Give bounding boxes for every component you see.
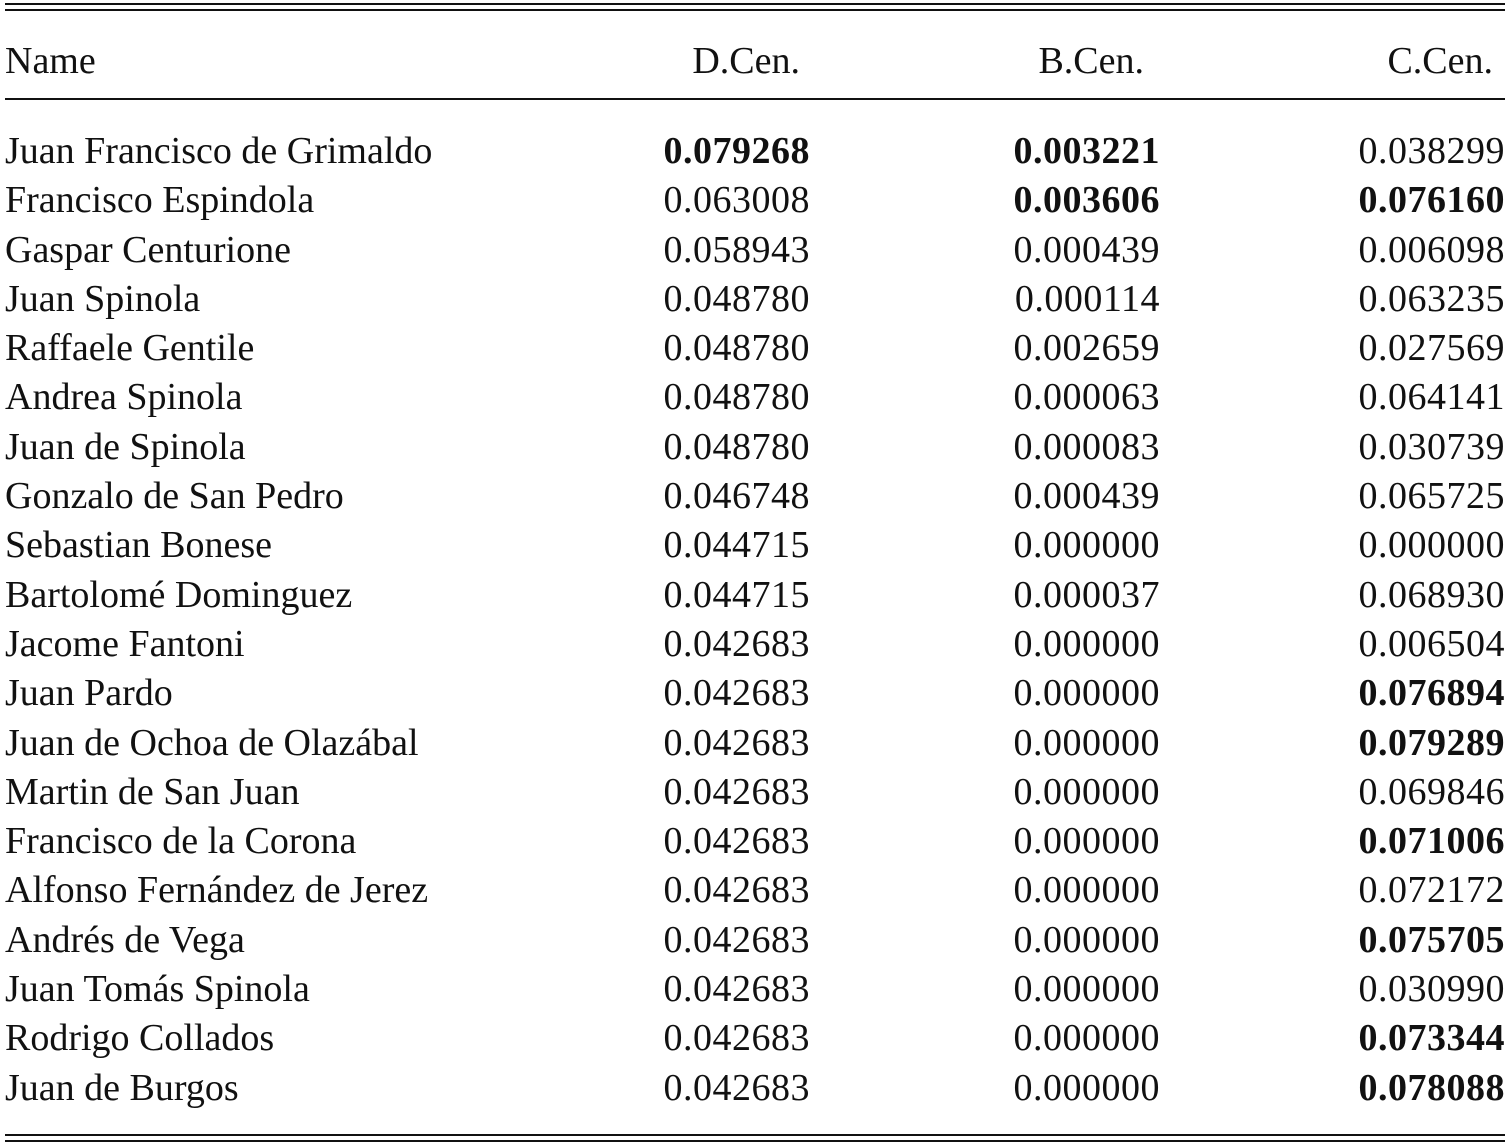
row-name: Juan Pardo [5, 672, 173, 715]
row-name: Andrés de Vega [5, 918, 245, 961]
top-double-rule [5, 3, 1505, 11]
row-closeness-centrality: 0.079289 [1358, 721, 1505, 764]
row-betweenness-centrality: 0.000000 [1013, 1066, 1160, 1109]
row-name: Gonzalo de San Pedro [5, 475, 344, 518]
table-row [5, 1065, 1505, 1114]
table-row [5, 276, 1505, 325]
row-degree-centrality: 0.048780 [663, 327, 810, 370]
row-name: Rodrigo Collados [5, 1017, 275, 1060]
row-name: Raffaele Gentile [5, 327, 255, 370]
row-degree-centrality: 0.042683 [663, 1017, 810, 1060]
row-degree-centrality: 0.048780 [663, 425, 810, 468]
row-closeness-centrality: 0.069846 [1358, 770, 1505, 813]
row-closeness-centrality: 0.030990 [1358, 968, 1505, 1011]
bottom-double-rule [5, 1134, 1505, 1142]
row-betweenness-centrality: 0.002659 [1013, 327, 1160, 370]
header-closeness-centrality: C.Cen. [1387, 40, 1493, 82]
row-betweenness-centrality: 0.000000 [1013, 820, 1160, 863]
table-row [5, 1015, 1505, 1064]
table-row [5, 128, 1505, 177]
row-closeness-centrality: 0.068930 [1358, 573, 1505, 616]
row-name: Juan Tomás Spinola [5, 968, 310, 1011]
row-closeness-centrality: 0.065725 [1358, 475, 1505, 518]
row-betweenness-centrality: 0.000000 [1013, 968, 1160, 1011]
table-row [5, 917, 1505, 966]
row-closeness-centrality: 0.027569 [1358, 327, 1505, 370]
row-degree-centrality: 0.046748 [663, 475, 810, 518]
row-betweenness-centrality: 0.000000 [1013, 721, 1160, 764]
row-name: Jacome Fantoni [5, 622, 245, 665]
row-degree-centrality: 0.042683 [663, 672, 810, 715]
table-header-row [5, 38, 1505, 84]
row-closeness-centrality: 0.076894 [1358, 672, 1505, 715]
row-name: Juan Spinola [5, 277, 201, 320]
row-closeness-centrality: 0.076160 [1358, 179, 1505, 222]
row-name: Sebastian Bonese [5, 524, 273, 567]
row-degree-centrality: 0.042683 [663, 968, 810, 1011]
row-name: Gaspar Centurione [5, 228, 291, 271]
row-name: Juan de Ochoa de Olazábal [5, 721, 419, 764]
row-name: Juan de Spinola [5, 425, 246, 468]
row-closeness-centrality: 0.006098 [1358, 228, 1505, 271]
row-closeness-centrality: 0.075705 [1358, 918, 1505, 961]
row-betweenness-centrality: 0.000037 [1013, 573, 1160, 616]
row-closeness-centrality: 0.072172 [1358, 869, 1505, 912]
header-name: Name [5, 40, 96, 82]
row-closeness-centrality: 0.000000 [1358, 524, 1505, 567]
table-row [5, 325, 1505, 374]
row-degree-centrality: 0.042683 [663, 721, 810, 764]
row-degree-centrality: 0.079268 [663, 130, 810, 172]
row-closeness-centrality: 0.064141 [1358, 376, 1505, 419]
table-row [5, 374, 1505, 423]
centrality-table [5, 0, 1505, 1145]
row-betweenness-centrality: 0.000000 [1013, 770, 1160, 813]
row-betweenness-centrality: 0.000439 [1013, 475, 1160, 518]
table-row [5, 769, 1505, 818]
row-closeness-centrality: 0.030739 [1358, 425, 1505, 468]
row-closeness-centrality: 0.038299 [1358, 130, 1505, 172]
row-degree-centrality: 0.042683 [663, 1066, 810, 1109]
row-name: Francisco de la Corona [5, 820, 357, 863]
row-closeness-centrality: 0.063235 [1358, 277, 1505, 320]
row-degree-centrality: 0.042683 [663, 622, 810, 665]
row-betweenness-centrality: 0.000439 [1013, 228, 1160, 271]
row-closeness-centrality: 0.071006 [1358, 820, 1505, 863]
row-degree-centrality: 0.042683 [663, 770, 810, 813]
row-degree-centrality: 0.042683 [663, 820, 810, 863]
row-betweenness-centrality: 0.000000 [1013, 672, 1160, 715]
row-degree-centrality: 0.063008 [663, 179, 810, 222]
header-rule [5, 98, 1505, 100]
table-row [5, 227, 1505, 276]
row-name: Francisco Espindola [5, 179, 315, 222]
row-degree-centrality: 0.058943 [663, 228, 810, 271]
table-row [5, 424, 1505, 473]
table-row [5, 572, 1505, 621]
row-name: Juan Francisco de Grimaldo [5, 130, 433, 172]
row-degree-centrality: 0.048780 [663, 277, 810, 320]
table-row [5, 670, 1505, 719]
row-degree-centrality: 0.044715 [663, 524, 810, 567]
row-betweenness-centrality: 0.003221 [1013, 130, 1160, 172]
row-betweenness-centrality: 0.000000 [1013, 524, 1160, 567]
row-name: Martin de San Juan [5, 770, 300, 813]
row-degree-centrality: 0.042683 [663, 869, 810, 912]
row-name: Andrea Spinola [5, 376, 243, 419]
row-degree-centrality: 0.044715 [663, 573, 810, 616]
row-betweenness-centrality: 0.000114 [1014, 277, 1160, 320]
row-betweenness-centrality: 0.000000 [1013, 622, 1160, 665]
row-name: Bartolomé Dominguez [5, 573, 353, 616]
row-name: Juan de Burgos [5, 1066, 239, 1109]
row-betweenness-centrality: 0.000000 [1013, 869, 1160, 912]
header-betweenness-centrality: B.Cen. [1038, 40, 1144, 82]
row-betweenness-centrality: 0.003606 [1013, 179, 1160, 222]
row-closeness-centrality: 0.006504 [1358, 622, 1505, 665]
table-row [5, 818, 1505, 867]
table-row [5, 621, 1505, 670]
row-betweenness-centrality: 0.000083 [1013, 425, 1160, 468]
row-degree-centrality: 0.048780 [663, 376, 810, 419]
row-closeness-centrality: 0.078088 [1358, 1066, 1505, 1109]
table-body [5, 128, 1505, 1114]
row-betweenness-centrality: 0.000000 [1013, 1017, 1160, 1060]
row-betweenness-centrality: 0.000063 [1013, 376, 1160, 419]
table-row [5, 720, 1505, 769]
header-degree-centrality: D.Cen. [692, 40, 800, 82]
table-row [5, 473, 1505, 522]
table-row [5, 177, 1505, 226]
row-degree-centrality: 0.042683 [663, 918, 810, 961]
row-betweenness-centrality: 0.000000 [1013, 918, 1160, 961]
row-name: Alfonso Fernández de Jerez [5, 869, 429, 912]
table-row [5, 522, 1505, 571]
table-row [5, 867, 1505, 916]
table-row [5, 966, 1505, 1015]
row-closeness-centrality: 0.073344 [1358, 1017, 1505, 1060]
